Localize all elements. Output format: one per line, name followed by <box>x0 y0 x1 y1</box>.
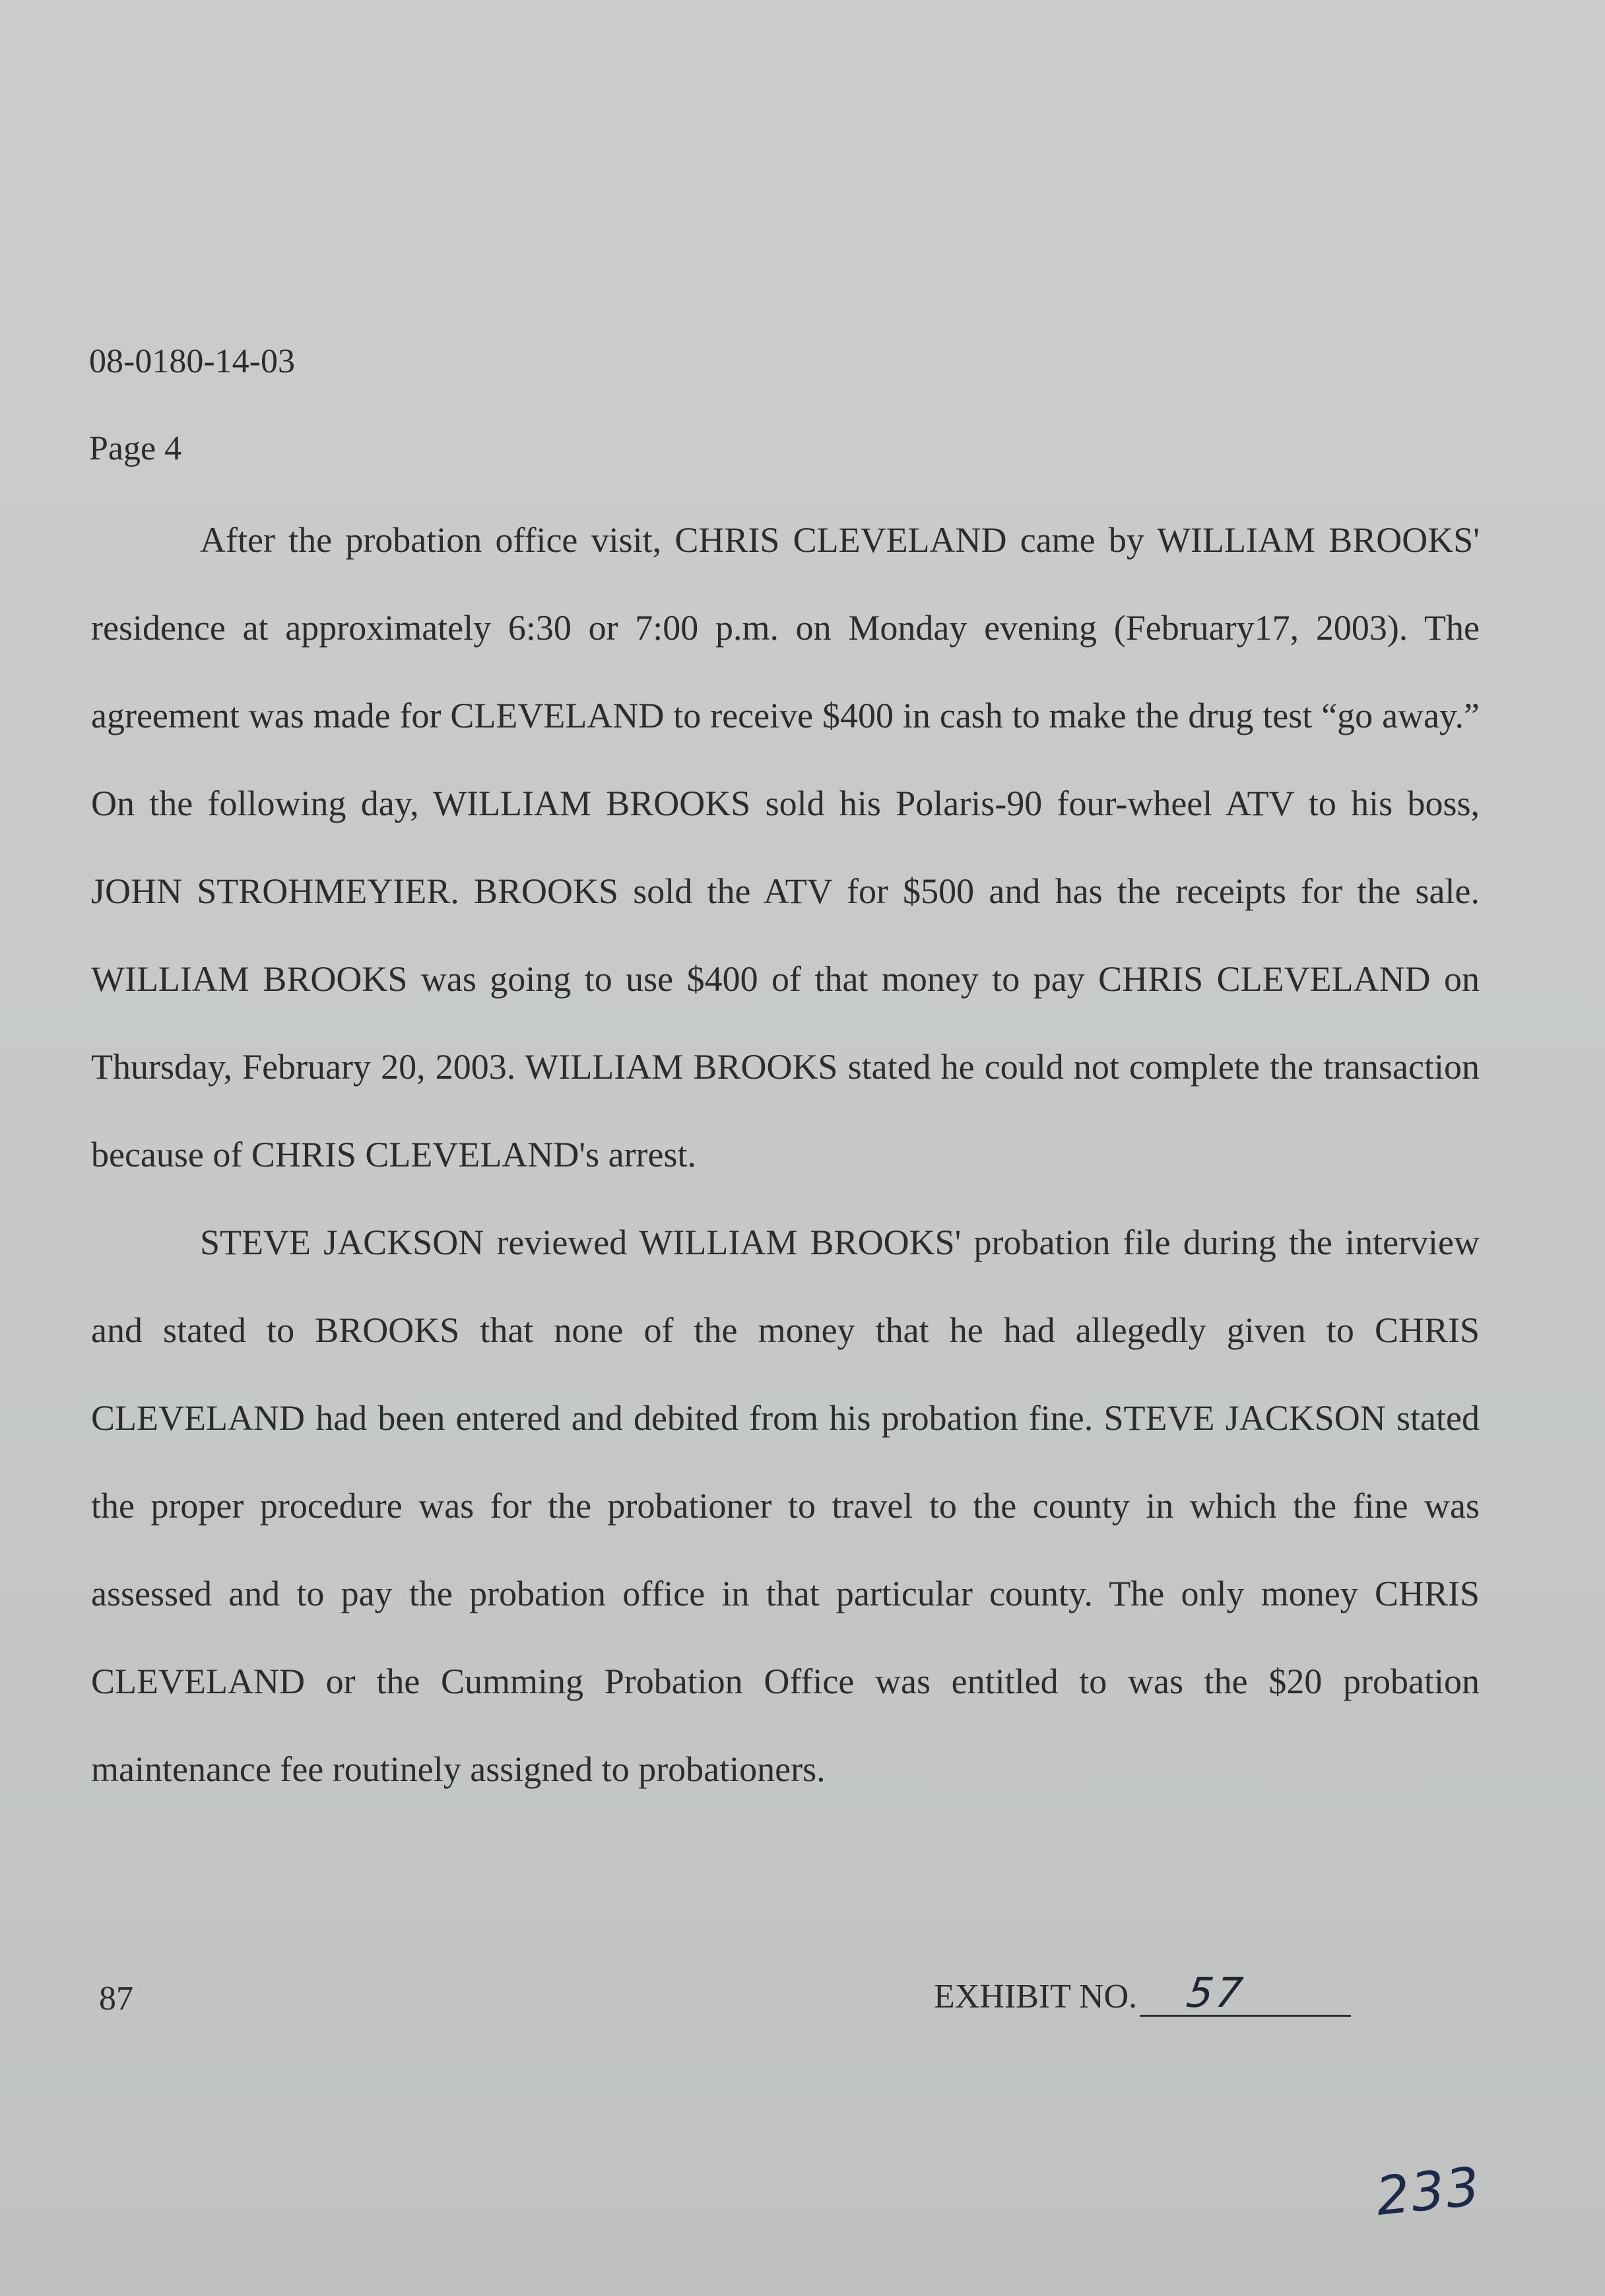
handwritten-page-number: 233 <box>1373 2155 1484 2228</box>
paragraph-2: STEVE JACKSON reviewed WILLIAM BROOKS' probation file during the interview and stated to BROOKS that none of the money that he had allegedly given to CHRIS CLEVELAND had been entered and debited from his probation fine. STEVE JACKSON stated the proper procedure was for the probationer to travel to the county in which the fine was assessed and to pay the probation office in that particular county. The only money CHRIS CLEVELAND or the Cumming Probation Office was entitled to was the $20 probation maintenance fee routinely assigned to probationers. <box>91 1223 1480 1789</box>
document-body <box>91 496 1480 1813</box>
exhibit-block <box>934 1969 1351 2017</box>
exhibit-label: EXHIBIT NO. <box>934 1978 1138 2015</box>
document-number: 08-0180-14-03 <box>89 343 295 380</box>
exhibit-number-handwritten: 57 <box>1184 1969 1249 2017</box>
page-label: Page 4 <box>89 430 182 467</box>
paragraph-1: After the probation office visit, CHRIS CLEVELAND came by WILLIAM BROOKS' residence at approximately 6:30 or 7:00 p.m. on Monday evening (February17, 2003). The agreement was made for CLEVELAND to receive $400 in cash to make the drug test “go away.” On the following day, WILLIAM BROOKS sold his Polaris-90 four-wheel ATV to his boss, JOHN STROHMEYIER. BROOKS sold the ATV for $500 and has the receipts for the sale. WILLIAM BROOKS was going to use $400 of that money to pay CHRIS CLEVELAND on Thursday, February 20, 2003. WILLIAM BROOKS stated he could not complete the transaction because of CHRIS CLEVELAND's arrest. <box>91 520 1480 1174</box>
footer-number: 87 <box>99 1980 133 2017</box>
exhibit-underline <box>1140 1969 1351 2017</box>
